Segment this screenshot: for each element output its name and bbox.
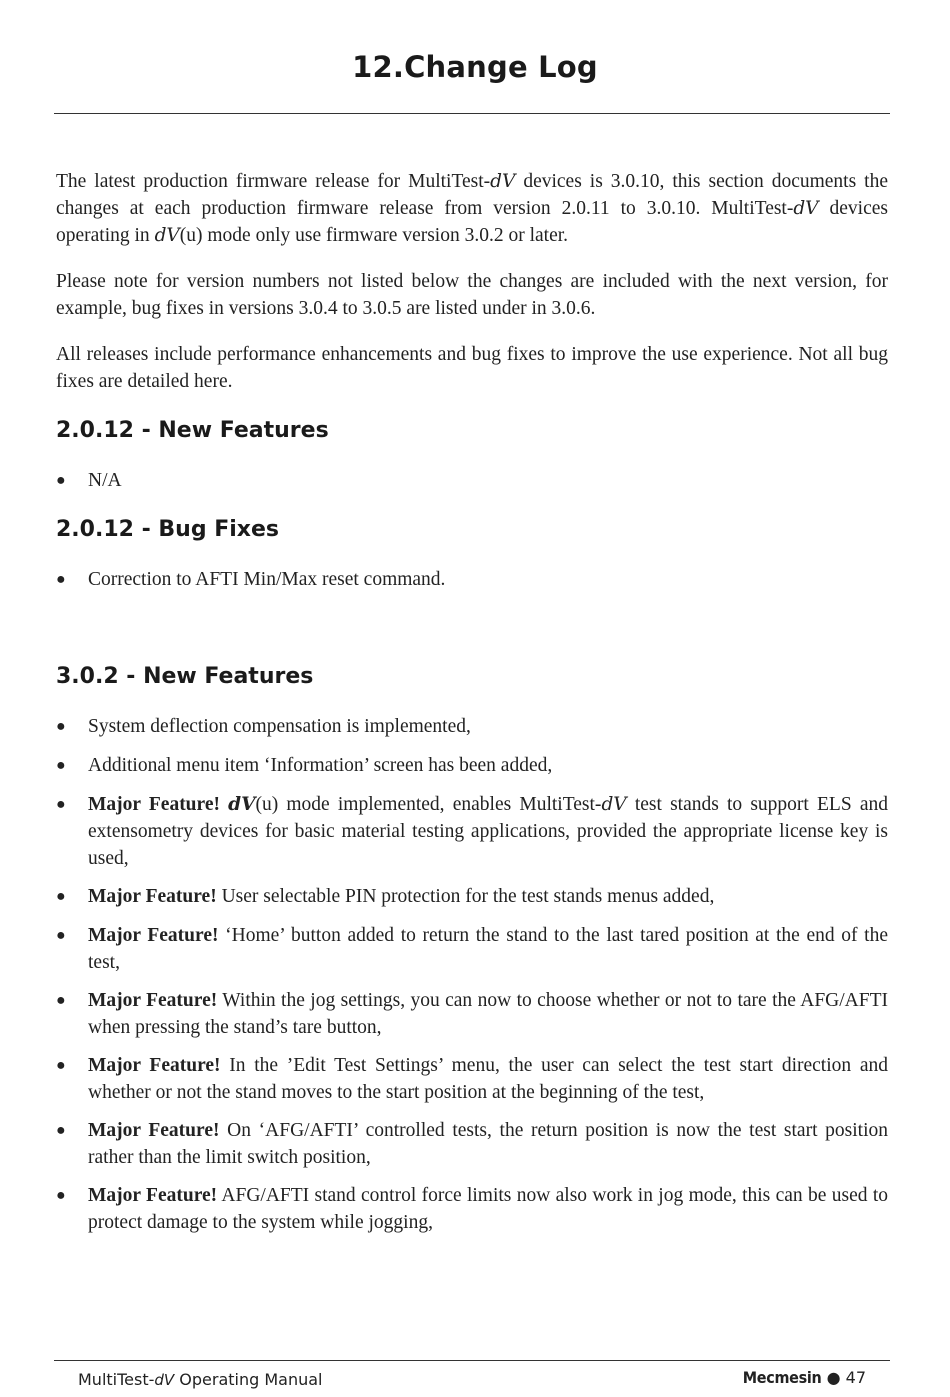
list-item	[56, 791, 888, 872]
bullet-list	[56, 713, 888, 1236]
major-feature-label: Major Feature!	[88, 1185, 218, 1206]
bullet-list	[56, 566, 888, 593]
footer-page-info	[743, 1368, 866, 1387]
item-text: User selectable PIN protection for the test stands menus added,	[216, 886, 715, 907]
footer-text: Operating Manual	[174, 1370, 323, 1389]
dv-symbol: dV	[154, 1371, 175, 1389]
list-item	[56, 922, 888, 976]
bullet-icon: ●	[56, 992, 66, 1009]
list-item	[56, 1117, 888, 1171]
bullet-separator-icon: ●	[826, 1368, 841, 1387]
bullet-icon: ●	[56, 472, 66, 489]
list-item	[56, 883, 888, 910]
item-text: Correction to AFTI Min/Max reset command.	[88, 569, 446, 590]
bullet-icon: ●	[56, 927, 66, 944]
page-body	[56, 168, 888, 1236]
bullet-icon: ●	[56, 1057, 66, 1074]
dv-symbol: dV	[601, 794, 627, 815]
text-run: The latest production firmware release for MultiTest-	[56, 171, 491, 192]
intro-paragraph-3: All releases include performance enhancements and bug fixes to improve the use experience. Not all bug fixes are detailed here.	[56, 344, 888, 392]
list-item	[56, 987, 888, 1041]
bullet-icon: ●	[56, 571, 66, 588]
list-item	[56, 752, 888, 779]
item-text: System deflection compensation is implemented,	[88, 716, 471, 737]
major-feature-label: Major Feature!	[88, 1055, 221, 1076]
list-item	[56, 467, 888, 494]
major-feature-label	[88, 794, 255, 815]
footer-text: MultiTest-	[78, 1370, 155, 1389]
list-item	[56, 1182, 888, 1236]
section-heading-2012-bug-fixes: 2.0.12 - Bug Fixes	[56, 517, 280, 542]
text-run: (u) mode only use firmware version 3.0.2 or later.	[179, 225, 569, 246]
footer-manual-title	[78, 1370, 323, 1389]
item-text: In the ’Edit Test Settings’ menu, the user can select the test start direction and whether or not the stand moves to the start position at the beginning of the test,	[88, 1055, 888, 1103]
bullet-icon: ●	[56, 757, 66, 774]
intro-paragraph-2: Please note for version numbers not listed below the changes are included with the next version, for example, bug fixes in versions 3.0.4 to 3.0.5 are listed under in 3.0.6.	[56, 271, 888, 319]
brand-logo: Mecmesin	[742, 1368, 822, 1387]
item-text: ‘Home’ button added to return the stand to the last tared position at the end of the test,	[88, 925, 888, 973]
footer-divider	[54, 1360, 890, 1361]
item-text: Within the jog settings, you can now to choose whether or not to tare the AFG/AFTI when pressing the stand’s tare button,	[88, 990, 888, 1038]
bullet-icon: ●	[56, 1187, 66, 1204]
label-text: Major Feature!	[88, 794, 220, 815]
major-feature-label: Major Feature!	[88, 925, 219, 946]
bullet-list	[56, 467, 888, 494]
item-text: N/A	[88, 470, 122, 491]
text-run: devices is 3.0.10, this section documents the changes at each production firmware release from version 2.0.11 to 3.0.10. MultiTest-	[56, 171, 888, 219]
list-item	[56, 566, 888, 593]
dv-symbol: dV	[490, 171, 516, 192]
dv-symbol: dV	[154, 225, 180, 246]
item-text: test stands to support ELS and extensometry devices for basic material testing applications, provided the appropriate license key is used,	[88, 794, 889, 869]
item-text: (u) mode implemented, enables MultiTest-	[255, 794, 602, 815]
text-run: devices operating in	[56, 198, 888, 246]
list-item	[56, 713, 888, 740]
bullet-icon: ●	[56, 718, 66, 735]
item-text: On ‘AFG/AFTI’ controlled tests, the return position is now the test start position rather than the limit switch position,	[88, 1120, 888, 1168]
major-feature-label: Major Feature!	[88, 886, 217, 907]
bullet-icon: ●	[56, 888, 66, 905]
page-number: 47	[845, 1368, 866, 1387]
major-feature-label: Major Feature!	[88, 1120, 220, 1141]
list-item	[56, 1052, 888, 1106]
bullet-icon: ●	[56, 796, 66, 813]
bullet-icon: ●	[56, 1122, 66, 1139]
item-text: AFG/AFTI stand control force limits now also work in jog mode, this can be used to protect damage to the system while jogging,	[88, 1185, 888, 1233]
item-text: Additional menu item ‘Information’ screen has been added,	[88, 755, 553, 776]
section-heading-302-new-features: 3.0.2 - New Features	[56, 664, 314, 689]
title-divider	[54, 113, 890, 114]
intro-paragraph-1	[56, 168, 888, 249]
section-heading-2012-new-features: 2.0.12 - New Features	[56, 418, 329, 443]
major-feature-label: Major Feature!	[88, 990, 218, 1011]
dv-symbol: dV	[228, 794, 256, 815]
dv-symbol: dV	[793, 198, 819, 219]
chapter-title: 12.Change Log	[352, 50, 598, 84]
